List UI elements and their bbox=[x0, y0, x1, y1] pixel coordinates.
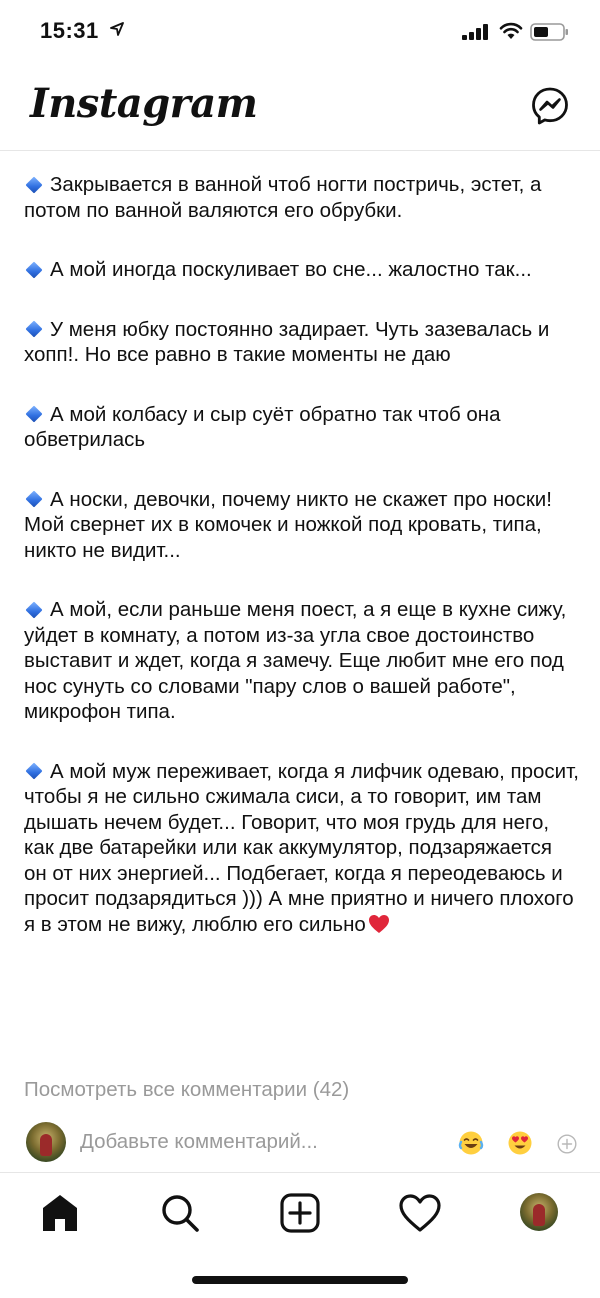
heart-eyes-icon[interactable] bbox=[507, 1130, 533, 1156]
location-arrow-icon bbox=[110, 22, 124, 36]
comment-body: А мой муж переживает, когда я лифчик одеваю, просит, чтобы я не сильно сжимала сиси, а то говорит, им там дышать нечем будет... Говорит, что моя грудь для него, как две батарейки или как аккумулятор, подзаряжается он от них энергией... Подбегает, когда я переодеваюсь и просит подзарядиться ))) А мне приятно и ничего плохого я в этом не вижу, люблю его сильно bbox=[24, 759, 579, 936]
comment-text bbox=[24, 402, 580, 453]
blue-diamond-icon bbox=[26, 601, 43, 618]
home-indicator bbox=[192, 1276, 408, 1284]
comment-body: А носки, девочки, почему никто не скажет про носки! Мой свернет их в комочек и ножкой под кровать, типа, никто не видит... bbox=[24, 487, 552, 562]
comment-text bbox=[24, 317, 580, 368]
comment-body: А мой иногда поскуливает во сне... жалостно так... bbox=[50, 258, 532, 281]
blue-diamond-icon bbox=[26, 406, 43, 423]
comment-body: А мой, если раньше меня поест, а я еще в кухне сижу, уйдет в комнату, а потом из-за угла свое достоинство выставит и ждет, когда я замечу. Еще любит мне его под нос сунуть со словами "пару слов о вашей работе", микрофон типа. bbox=[24, 598, 567, 723]
blue-diamond-icon bbox=[26, 763, 43, 780]
blue-diamond-icon bbox=[26, 261, 43, 278]
comment-body: А мой колбасу и сыр суёт обратно так чтоб она обветрилась bbox=[24, 402, 501, 451]
instagram-logo[interactable]: Instagram bbox=[30, 80, 258, 127]
activity-heart-icon[interactable] bbox=[398, 1191, 442, 1235]
comment-text bbox=[24, 759, 580, 938]
search-icon[interactable] bbox=[158, 1191, 202, 1235]
blue-diamond-icon bbox=[26, 321, 43, 338]
comment-text bbox=[24, 487, 580, 564]
cellular-signal-icon bbox=[462, 24, 490, 40]
comment-text bbox=[24, 172, 580, 223]
avatar bbox=[26, 1122, 66, 1162]
red-heart-icon bbox=[368, 914, 390, 934]
add-comment-row bbox=[0, 1118, 600, 1170]
tears-of-joy-icon[interactable] bbox=[458, 1130, 484, 1156]
comment-body: У меня юбку постоянно задирает. Чуть зазевалась и хопп!. Но все равно в такие моменты не даю bbox=[24, 317, 550, 366]
app-header bbox=[0, 64, 600, 151]
comment-body: Закрывается в ванной чтоб ногти постричь, эстет, а потом по ванной валяются его обрубки. bbox=[24, 173, 542, 222]
new-post-icon[interactable] bbox=[278, 1191, 322, 1235]
blue-diamond-icon bbox=[26, 176, 43, 193]
status-time: 15:31 bbox=[40, 18, 99, 43]
add-emoji-icon[interactable] bbox=[557, 1134, 577, 1154]
comment-text bbox=[24, 597, 580, 725]
battery-icon bbox=[530, 22, 570, 42]
add-comment-input[interactable]: Добавьте комментарий... bbox=[80, 1130, 318, 1153]
wifi-icon bbox=[499, 22, 523, 40]
status-bar bbox=[0, 0, 600, 64]
view-all-comments-link[interactable]: Посмотреть все комментарии (42) bbox=[24, 1078, 350, 1101]
comments-list bbox=[24, 172, 580, 971]
messenger-icon[interactable] bbox=[530, 86, 570, 126]
profile-avatar-tab[interactable] bbox=[520, 1193, 558, 1231]
blue-diamond-icon bbox=[26, 491, 43, 508]
home-icon[interactable] bbox=[38, 1191, 82, 1235]
comment-text bbox=[24, 257, 580, 283]
bottom-tab-bar bbox=[0, 1172, 600, 1253]
